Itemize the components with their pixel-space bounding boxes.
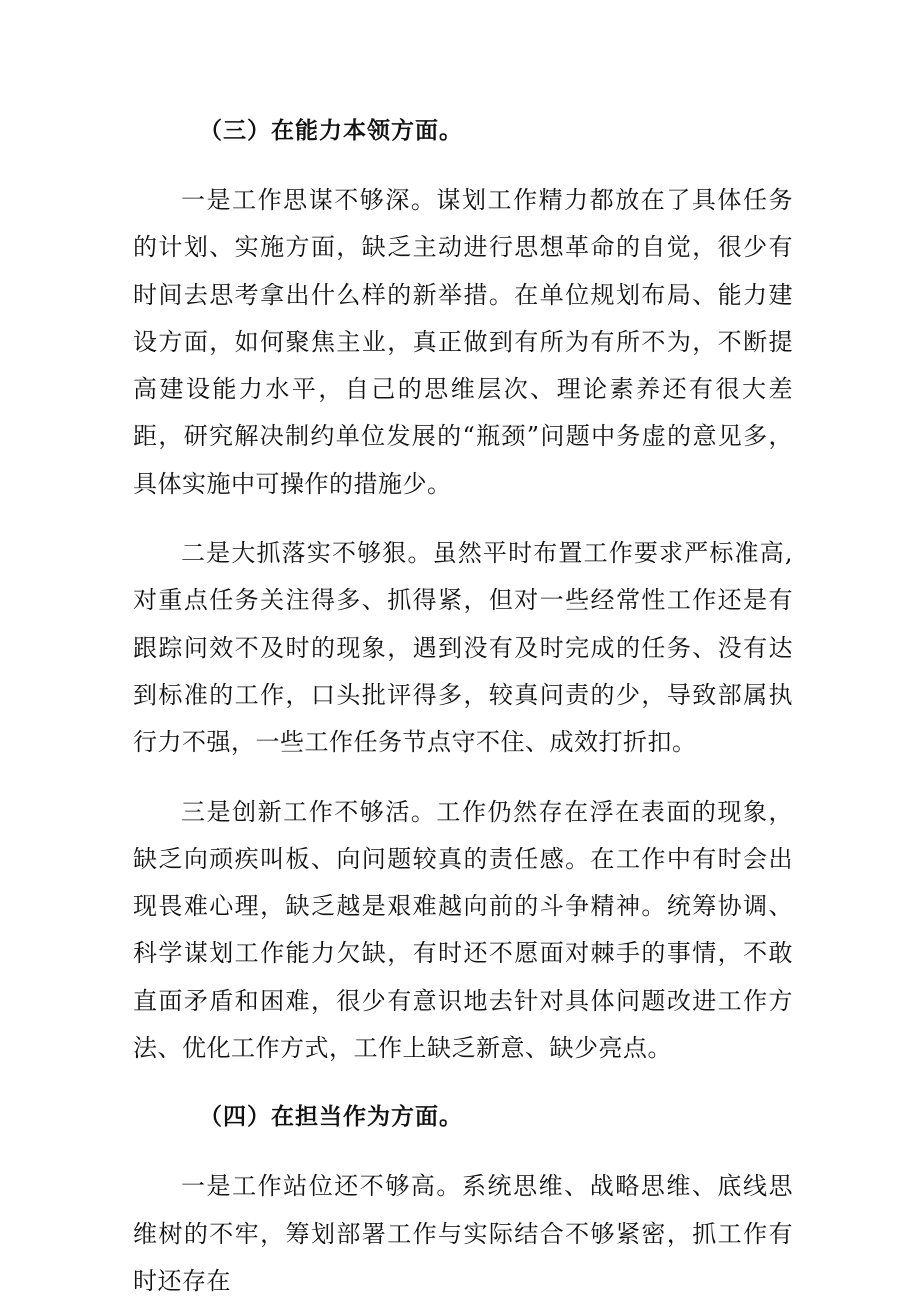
section-heading-capability: （三）在能力本领方面。 xyxy=(199,118,463,144)
paragraph-standpoint: 一是工作站位还不够高。系统思维、战略思维、底线思维树的不牢，筹划部署工作与实际结合不够紧密，抓工作有时还存在 xyxy=(133,1172,793,1295)
paragraph-planning: 一是工作思谋不够深。谋划工作精力都放在了具体任务的计划、实施方面，缺乏主动进行思想革命的自觉，很少有时间去思考拿出什么样的新举措。在单位规划布局、能力建设方面，如何聚焦主业，真正做到有所为有所不为，不断提高建设能力水平，自己的思维层次、理论素养还有很大差距，研究解决制约单位发展的“瓶颈”问题中务虚的意见多，具体实施中可操作的措施少。 xyxy=(133,186,793,498)
section-heading-responsibility: （四）在担当作为方面。 xyxy=(199,1104,463,1131)
paragraph-implementation: 二是大抓落实不够狠。虽然平时布置工作要求严标准高,对重点任务关注得多、抓得紧，但对一些经常性工作还是有跟踪问效不及时的现象，遇到没有及时完成的任务、没有达到标准的工作，口头批评得多，较真问责的少，导致部属执行力不强，一些工作任务节点守不住、成效打折扣。 xyxy=(133,539,793,757)
paragraph-innovation: 三是创新工作不够活。工作仍然存在浮在表面的现象，缺乏向顽疾叫板、向问题较真的责任感。在工作中有时会出现畏难心理，缺乏越是艰难越向前的斗争精神。统筹协调、科学谋划工作能力欠缺，有时还不愿面对棘手的事情，不敢直面矛盾和困难，很少有意识地去针对具体问题改进工作方法、优化工作方式，工作上缺乏新意、缺少亮点。 xyxy=(133,797,793,1063)
document-body xyxy=(133,108,793,1305)
